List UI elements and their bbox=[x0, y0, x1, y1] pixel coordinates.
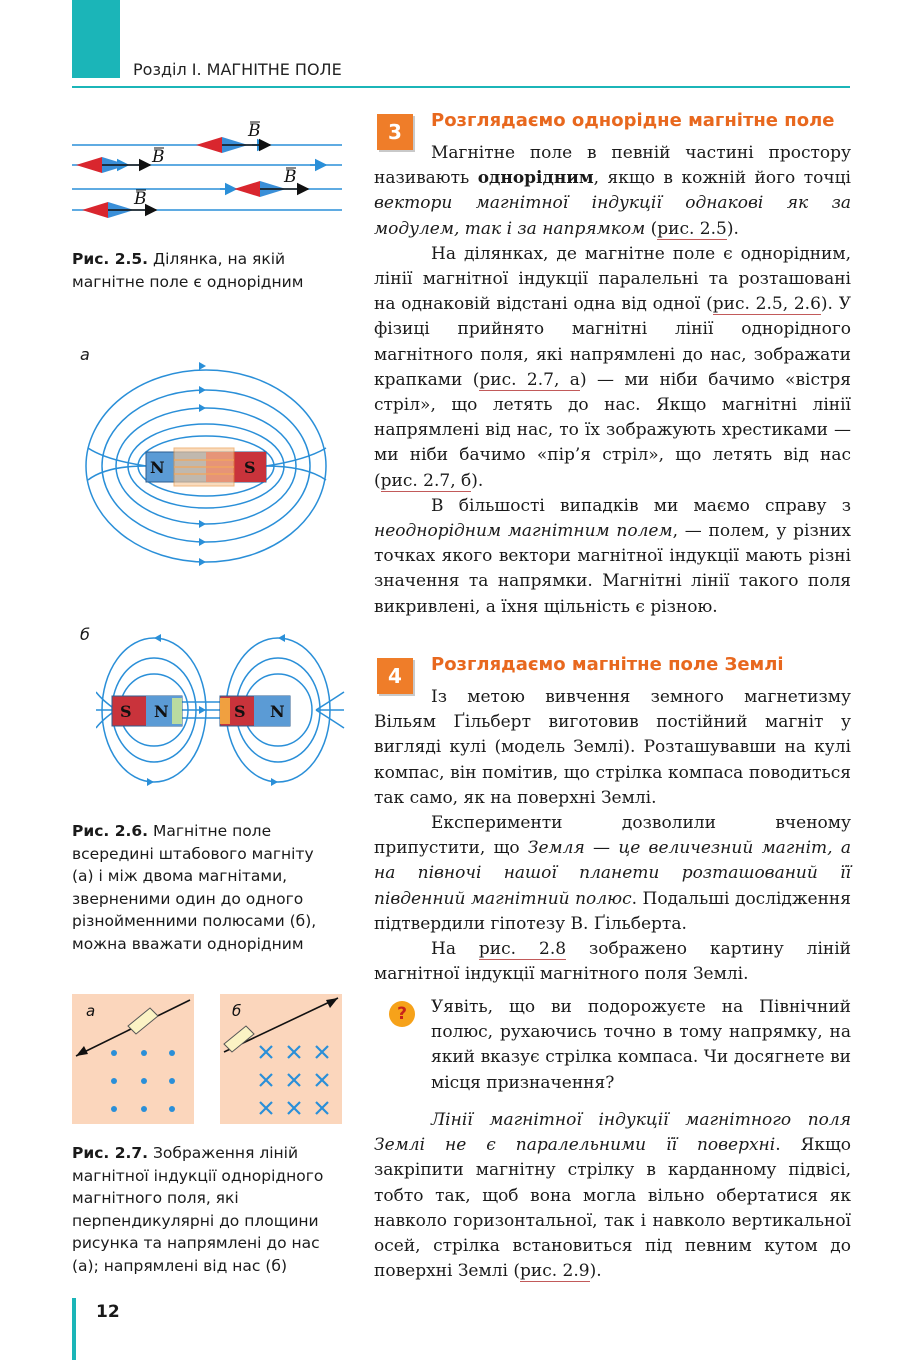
caption-text: Магнітне поле всередині штабового магніту (а) і між двома магнітами, зверненими один до одного різнойменними полюсами (б), можна вважати однорідним bbox=[72, 822, 317, 953]
pole-north-label: N bbox=[150, 458, 165, 477]
section-number-badge: 3 bbox=[377, 114, 413, 150]
pole-north-label: N bbox=[154, 702, 169, 721]
question-text: Уявіть, що ви подорожуєте на Північний полюс, рухаючись точно в тому напрямку, на який вказує стрілка компаса. Чи досягнете ви місця призначення? bbox=[431, 997, 851, 1093]
panel-label-b: б bbox=[232, 1002, 242, 1020]
caption-number: Рис. 2.7. bbox=[72, 1144, 149, 1162]
figure-reference: рис. 2.8 bbox=[478, 939, 567, 960]
vector-b-label: B bbox=[284, 167, 297, 187]
figure-reference: рис. 2.7, б bbox=[380, 470, 472, 491]
vector-b-label: B bbox=[134, 189, 147, 209]
section-title: Розділ І. МАГНІТНЕ ПОЛЕ bbox=[133, 60, 342, 79]
page-number: 12 bbox=[96, 1302, 120, 1322]
figure-2-7-caption bbox=[72, 1142, 334, 1278]
section-heading: Розглядаємо магнітне поле Землі bbox=[431, 654, 784, 675]
figure-reference: рис. 2.7, а bbox=[479, 369, 580, 390]
figure-reference: рис. 2.5, 2.6 bbox=[712, 294, 821, 315]
figure-2-6-caption bbox=[72, 820, 334, 956]
figure-2-5-caption bbox=[72, 248, 334, 293]
vector-b-label: B bbox=[152, 147, 165, 167]
section-4-closing bbox=[374, 1108, 851, 1284]
header-divider bbox=[72, 86, 850, 88]
figure-2-6b bbox=[96, 622, 346, 802]
top-accent-bar bbox=[72, 0, 120, 78]
paragraph: В більшості випадків ми маємо справу з неоднорідним магнітним полем, — полем, у різних точках якого вектори магнітної індукції мають різні значення та напрямки. Магнітні лінії такого поля викривлені, а їхня щільність є різною. bbox=[374, 495, 851, 617]
paragraph: Лінії магнітної індукції магнітного поля Землі не є паралельними її поверхні. Якщо закріпити магнітну стрілку в карданному підвісі, тобто так, щоб вона могла вільно обертатися як навколо горизонтальної, так і навколо вертикальної осей, стрілка встановиться під певним кутом до поверхні Землі (рис. 2.9). bbox=[374, 1110, 851, 1282]
figure-reference: рис. 2.9 bbox=[520, 1261, 590, 1282]
figure-label-b: б bbox=[80, 625, 90, 644]
pole-north-label: N bbox=[270, 702, 285, 721]
vector-b-label: B bbox=[248, 121, 261, 141]
figure-2-6a bbox=[76, 330, 346, 600]
question-icon: ? bbox=[389, 1001, 415, 1027]
paragraph: Із метою вивчення земного магнетизму Вільям Ґільберт виготовив постійний магніт у вигляді кулі (модель Землі). Розташувавши на кулі компас, він помітив, що стрілка компаса поводиться так само, як на поверхні Землі. bbox=[374, 687, 851, 808]
figure-label-a: а bbox=[80, 345, 90, 364]
panel-label-a: а bbox=[86, 1002, 96, 1020]
section-heading: Розглядаємо однорідне магнітне поле bbox=[431, 110, 835, 131]
section-number-badge: 4 bbox=[377, 658, 413, 694]
paragraph: Магнітне поле в певній частині простору називають однорідним, якщо в кожній його точці вектори магнітної індукції однакові як за модулем, так і за напрямком (рис. 2.5). bbox=[374, 143, 851, 239]
caption-number: Рис. 2.5. bbox=[72, 250, 149, 268]
paragraph: Експерименти дозволили вченому припустити, що Земля — це величезний магніт, а на півночі нашої планети розташований її південний магнітний полюс. Подальші дослідження підтвердили гіпотезу В. Ґільберта. bbox=[374, 813, 851, 934]
figure-reference: рис. 2.5 bbox=[657, 218, 727, 239]
caption-text: Зображення ліній магнітної індукції однорідного магнітного поля, які перпендикулярні до площини рисунка та напрямлені до нас (а); напрямлені від нас (б) bbox=[72, 1144, 324, 1275]
figure-2-7 bbox=[72, 994, 342, 1124]
figure-2-5 bbox=[72, 112, 342, 222]
caption-text: Ділянка, на якій магнітне поле є однорідним bbox=[72, 250, 304, 291]
footer-accent-bar bbox=[72, 1298, 76, 1360]
section-3-body bbox=[374, 141, 851, 620]
pole-south-label: S bbox=[244, 458, 256, 477]
caption-number: Рис. 2.6. bbox=[72, 822, 149, 840]
section-4-body bbox=[374, 685, 851, 987]
paragraph: На рис. 2.8 зображено картину ліній магнітної індукції магнітного поля Землі. bbox=[374, 939, 852, 985]
pole-south-label: S bbox=[234, 702, 246, 721]
pole-south-label: S bbox=[120, 702, 132, 721]
paragraph: На ділянках, де магнітне поле є однорідним, лінії магнітної індукції паралельні та розташовані на однаковій відстані одна від одної (рис. 2.5, 2.6). У фізиці прийнято магнітні лінії однорідного магнітного поля, які напрямлені до нас, зображати крапками (рис. 2.7, а) — ми ніби бачимо «вістря стріл», що летять до нас. Якщо магнітні лінії напрямлені від нас, то їх зображують хрестиками — ми ніби бачимо «пір’я стріл», що летять від нас (рис. 2.7, б). bbox=[374, 243, 851, 491]
